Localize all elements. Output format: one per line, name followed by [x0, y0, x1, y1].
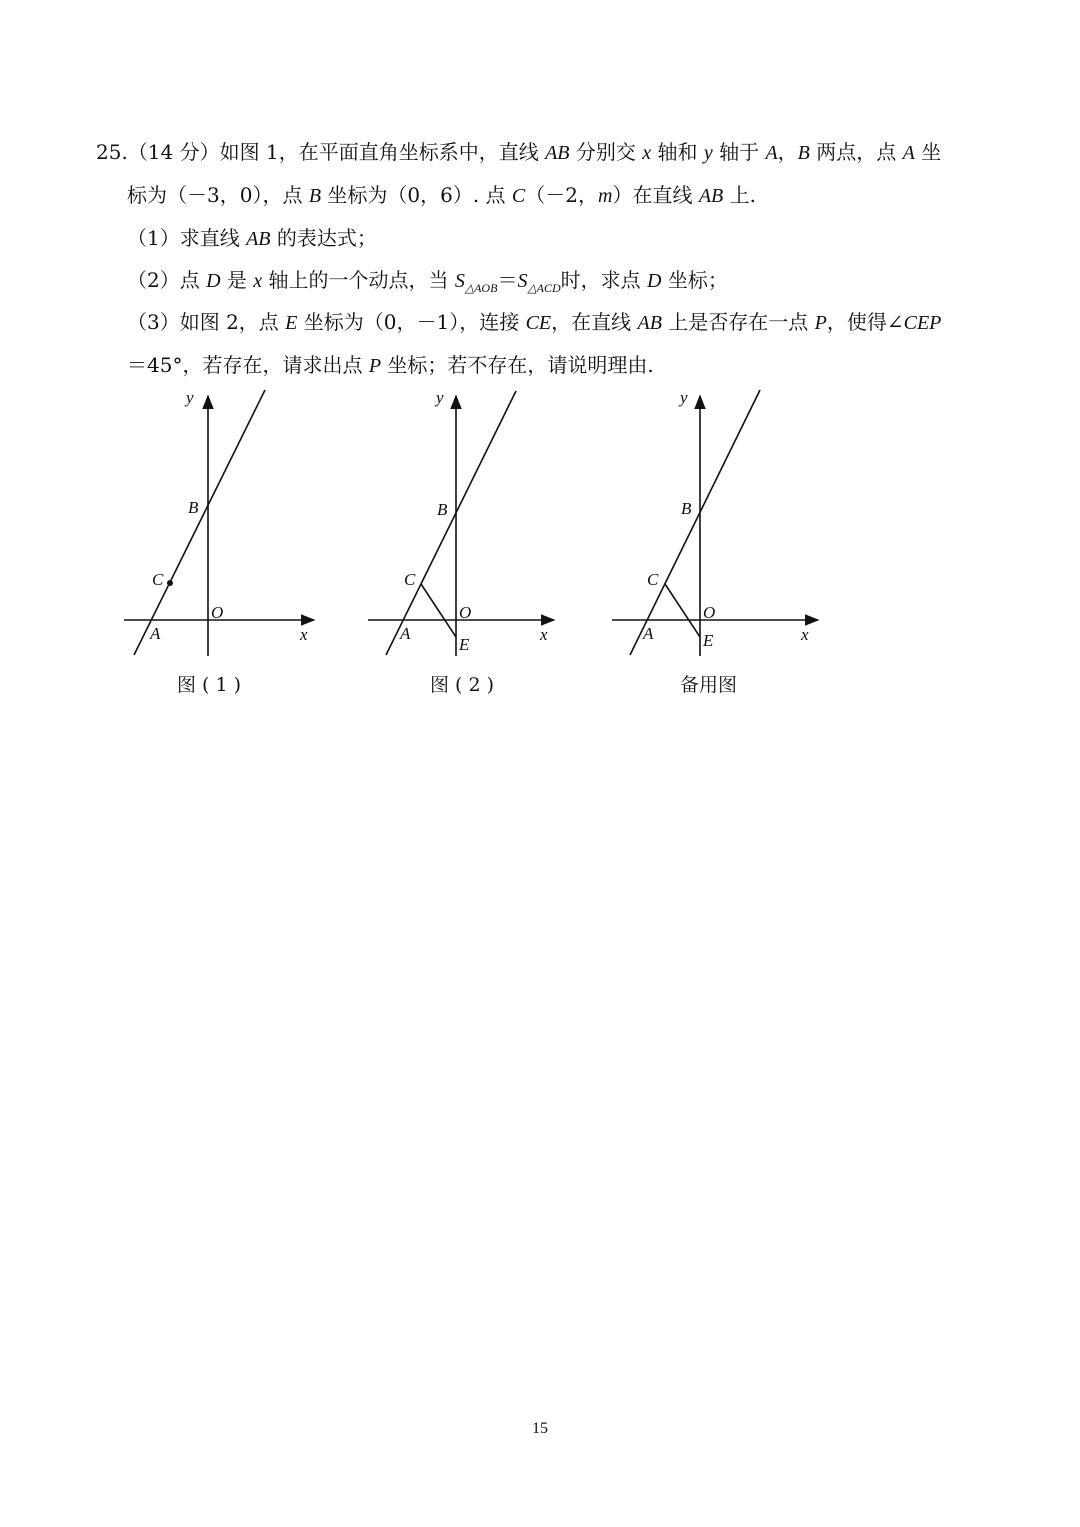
question-3-continued: ＝45°，若存在，请求出点 P 坐标；若不存在，请说明理由.: [127, 353, 654, 377]
point-c-label: C: [152, 570, 164, 589]
figure-1-caption: 图 ( 1 ): [177, 674, 242, 696]
figure-2-caption: 图 ( 2 ): [430, 674, 495, 696]
point-a-label: A: [400, 624, 411, 643]
figure-1-diagram: [120, 388, 330, 663]
figure-spare-caption: 备用图: [680, 674, 738, 696]
y-axis-label: y: [186, 388, 194, 407]
segment-ce: [421, 584, 456, 637]
line-ab: [630, 390, 760, 655]
line-ab: [386, 391, 516, 655]
question-1: （1）求直线 AB 的表达式；: [127, 226, 377, 250]
figure-1: [120, 388, 330, 667]
line-ab: [134, 390, 265, 655]
y-axis-label: y: [680, 388, 688, 407]
page-number: 15: [532, 1420, 548, 1437]
point-b-label: B: [188, 498, 199, 517]
figure-2: [364, 388, 574, 667]
figure-spare: [610, 388, 825, 667]
problem-line-2: 标为（－3，0），点 B 坐标为（0，6）. 点 C（－2，m）在直线 AB 上.: [127, 183, 756, 207]
origin-label: O: [459, 603, 472, 622]
point-c-dot: [167, 580, 173, 586]
x-axis-label: x: [300, 625, 308, 644]
y-axis-label: y: [436, 388, 444, 407]
origin-label: O: [703, 603, 716, 622]
point-e-label: E: [459, 635, 470, 654]
point-b-label: B: [681, 499, 692, 518]
point-a-label: A: [150, 624, 161, 643]
figure-spare-diagram: [610, 388, 825, 663]
segment-ce: [665, 584, 700, 637]
problem-points: （14 分）: [127, 140, 220, 164]
x-axis-label: x: [540, 625, 548, 644]
problem-number: 25: [96, 140, 122, 164]
question-2: （2）点 D 是 x 轴上的一个动点，当 $S_{\triangle AOB}=S_{\triangle ACD}$时，求点 D 坐标；: [127, 268, 728, 295]
origin-label: O: [211, 603, 224, 622]
figure-2-diagram: [364, 388, 574, 663]
point-a-label: A: [643, 624, 654, 643]
point-b-label: B: [437, 500, 448, 519]
point-e-label: E: [703, 631, 714, 650]
problem-line-1: 25.（14 分）如图 1，在平面直角坐标系中，直线 AB 分别交 x 轴和 y 轴于 A，B 两点，点 A 坐: [96, 140, 942, 164]
question-3: （3）如图 2，点 E 坐标为（0，－1），连接 CE，在直线 AB 上是否存在一点 P，使得∠CEP: [127, 310, 942, 334]
point-c-label: C: [404, 570, 416, 589]
x-axis-label: x: [801, 625, 809, 644]
point-c-label: C: [647, 570, 659, 589]
